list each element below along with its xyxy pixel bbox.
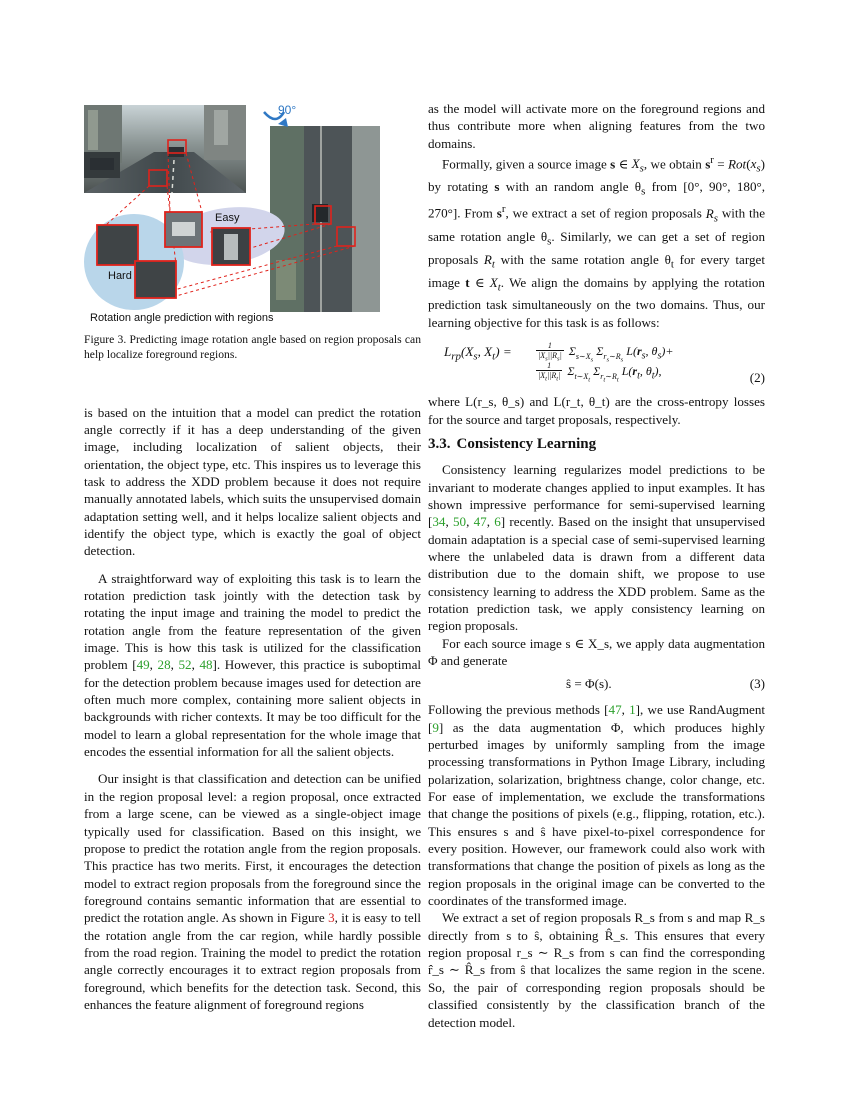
right-paragraph-1: as the model will activate more on the foreground regions and thus contribute more when aligning features from the two domains. — [428, 101, 765, 151]
citation[interactable]: 49 — [136, 657, 150, 673]
left-column — [84, 100, 421, 1013]
right-column — [428, 100, 765, 1031]
right-paragraph-6: Following the previous methods [47, 1], we use RandAugment [9] as the data augmentation Φ, which produces highly perturbed images by uniformly sampling from the image processing transformations in Python Image Library, including polarization, solarization, brightness change, color change, etc. For ease of implementation, we exclude the transformations that change the positions of pixels (e.g., flipping, rotation, etc.). This ensures s and ŝ have pixel-to-pixel correspondence for every position. However, our framework could also work with transformations that change the position of pixels as long as the region proposals in the original image can be converted to the coordinates of the transformed image. — [428, 702, 765, 909]
citation[interactable]: 28 — [157, 657, 171, 673]
easy-label: Easy — [215, 212, 240, 224]
rotated-photo — [270, 126, 380, 312]
citation[interactable]: 34 — [432, 514, 446, 530]
right-paragraph-4: Consistency learning regularizes model predictions to be invariant to moderate changes applied to input examples. It has shown impressive performance for semi-supervised learning [34, 50, 47, 6] recently. Based on the insight that unsupervised domain adaptation is a special case of semi-supervised learning where the unlabeled data is drawn from a different data distribution due to the domain shift, we propose to use consistency learning to address the XDD problem. Same as the rotation prediction task, we apply consistency learning on region proposals. — [428, 462, 765, 634]
hard-label: Hard — [108, 270, 132, 282]
citation[interactable]: 52 — [178, 657, 192, 673]
citation[interactable]: 1 — [629, 702, 636, 718]
citation[interactable]: 47 — [608, 702, 622, 718]
figure-caption: Figure 3. Predicting image rotation angle based on region proposals can help localize foreground regions. — [84, 333, 421, 361]
citation[interactable]: 50 — [453, 514, 467, 530]
citation[interactable]: 9 — [432, 719, 439, 735]
street-photo — [84, 105, 246, 193]
citation[interactable]: 6 — [494, 514, 501, 530]
road-crop — [97, 225, 138, 265]
left-paragraph-1: is based on the intuition that a model can predict the rotation angle correctly if it has a deep understanding of the given image, including localization of salient objects, their orientation, the object type, etc. This inspires us to leverage this task to address the XDD problem because it does not require manually annotated labels, which suits the unsupervised domain adaptation setting well, and it helps localize salient objects and identify the object type, which is exactly the goal of object detection. — [84, 404, 421, 559]
section-heading: 3.3. Consistency Learning — [428, 435, 597, 452]
equation-2-number: (2) — [749, 370, 765, 386]
figure-3 — [84, 100, 384, 328]
right-paragraph-7: We extract a set of region proposals R_s from s and map R_s directly from s to ŝ, obtaining R̂_s. This ensures that every region proposal r_s ∼ R_s from s can find the corresponding r̂_s ∼ R̂_s from ŝ that localizes the same region in the scene. So, the pair of corresponding region proposals should be classified consistently by the classification branch of the detection model. — [428, 910, 765, 1030]
left-paragraph-3: Our insight is that classification and detection can be unified in the region proposal level: a region proposal, once extracted from a large scene, can be viewed as a single-object image typically used for classification. Based on this insight, we propose to predict the rotation angle from the region proposals. This practice has two merits. First, it encourages the detection model to extract region proposals from the foreground since the foreground contains semantic information that are essential to predict the rotation angle. As shown in Figure 3, it is easy to tell the rotation angle from the car region, while hardly possible from the road region. Training the model to predict the rotation angle correctly encourages it to extract region proposals from foreground, which benefits for the detection task. Second, this enhances the feature alignment of foreground regions — [84, 771, 421, 1012]
rotation-label: 90° — [278, 103, 297, 117]
equation-2: $L_{rp}(X_s$, $X_t$) = $\frac{1}{|X_s||R_s|}$ $\Sigma_{s\sim X_s}$ $\Sigma_{r_s\sim R_s}$ $L(r_s$, $\theta_s)+$ $\frac{1}{|X_t||R_t|}$ $\Sigma_{t\sim X_t}$ $\Sigma_{r_t\sim R_t}$ $L(r_t$, $\theta_t$), (2) — [444, 341, 765, 386]
figure-reference[interactable]: 3 — [328, 910, 335, 926]
rotated-road-crop — [135, 261, 176, 298]
right-paragraph-3: where L(r_s, θ_s) and L(r_t, θ_t) are the cross-entropy losses for the source and target proposals, respectively. — [428, 394, 765, 427]
right-paragraph-5: For each source image s ∈ X_s, we apply data augmentation Φ and generate — [428, 635, 765, 668]
citation[interactable]: 48 — [199, 657, 213, 673]
citation[interactable]: 47 — [473, 514, 487, 530]
equation-3: ŝ = Φ(s). (3) — [566, 676, 765, 692]
figure-inner-caption: Rotation angle prediction with regions — [90, 312, 274, 324]
left-paragraph-2: A straightforward way of exploiting this task is to learn the rotation prediction task jointly with the detection task by rotating the input image and training the model to predict the rotation angle from the feature representation of the given image. This is how this task is utilized for the classification problem [49, 28, 52, 48]. However, this practice is suboptimal for the detection problem because images used for detection are often much more complex, containing more salient objects in backgrounds with richer contexts. It may be too difficult for the model to learn a global representation for the whole image that encodes the essential information for all the salient objects. — [84, 570, 422, 760]
right-paragraph-2: Formally, given a source image s ∈ $X_s$, we obtain $s^r = Rot(x_s)$ by rotating s with an random angle $\theta_s$ from [0°, 90°, 180°, 270°]. From $s^r$, we extract a set of region proposals $R_s$ with the same rotation angle $\theta_s$. Similarly, we can get a set of region proposals $R_t$ with the same rotation angle $\theta_t$ for every target image t ∈ $X_t$. We align the domains by applying the rotation prediction task simultaneously on the two domains. Thus, our learning objective for this task is as follows: — [428, 154, 766, 330]
